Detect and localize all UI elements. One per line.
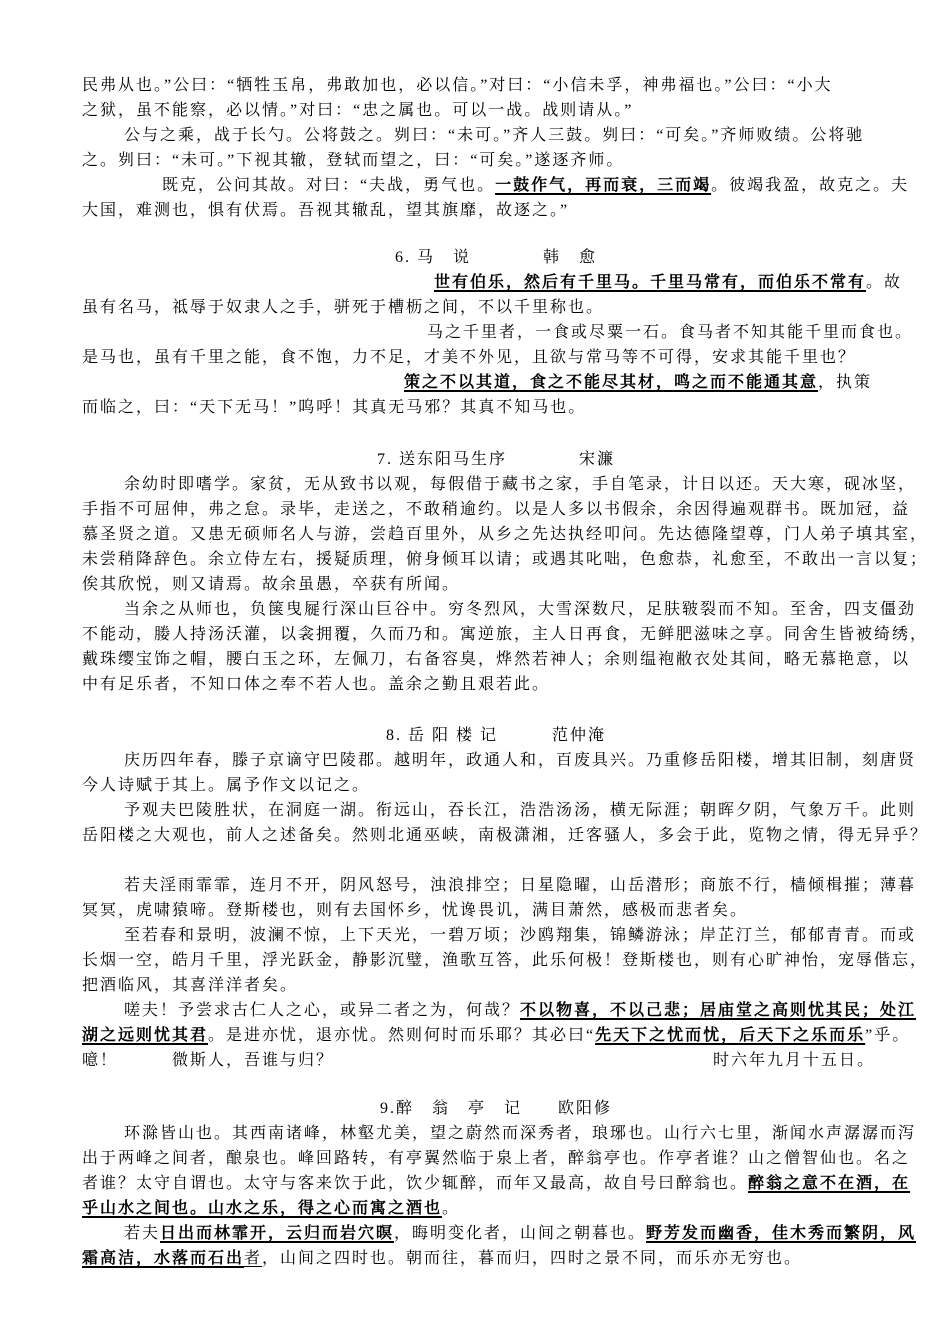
text-line xyxy=(82,73,910,98)
text-line xyxy=(82,295,910,320)
emphasized-text-segment: 醉翁之意不在酒，在 xyxy=(748,1175,911,1192)
text-segment: 是马也，虽有千里之能，食不饱，力不足，才美不外见，且欲与常马等不可得，安求其能千里也？ xyxy=(82,349,857,366)
text-segment: 慕圣贤之道。又患无硕师名人与游，尝趋百里外，从乡之先达执经叩问。先达德隆望尊，门人弟子填其室， xyxy=(82,526,929,543)
text-segment: 手指不可屈伸，弗之怠。录毕，走送之，不敢稍逾约。以是人多以书假余，余因得遍观群书。既加冠，益 xyxy=(82,501,911,518)
text-segment: 之狱，虽不能察，必以情。”对曰：“忠之属也。可以一战。战则请从。” xyxy=(82,102,634,119)
text-line xyxy=(82,798,917,823)
text-segment: 庆历四年春，滕子京谪守巴陵郡。越明年，政通人和，百废具兴。乃重修岳阳楼，增其旧制，刻唐贤 xyxy=(124,752,917,769)
text-line xyxy=(82,395,910,420)
text-line xyxy=(82,1221,917,1246)
emphasized-text-segment: 湖之远则忧其君 xyxy=(82,1027,209,1044)
section-caogui-lunzhan-continuation xyxy=(82,73,910,223)
text-line xyxy=(82,948,929,973)
text-segment: 虽有名马，祗辱于奴隶人之手，骈死于槽枥之间，不以千里称也。 xyxy=(82,299,605,316)
text-segment: 中有足乐者，不知口体之奉不若人也。盖余之勤且艰若此。 xyxy=(82,676,551,693)
text-segment: ，山间之四时也。朝而往，暮而归，四时之景不同，而乐亦无穷也。 xyxy=(262,1250,803,1267)
emphasized-text-segment: 者 xyxy=(244,1250,263,1267)
text-line xyxy=(82,148,910,173)
text-line xyxy=(82,672,910,697)
text-line xyxy=(82,345,910,370)
section-title: 6. 马 说 韩 愈 xyxy=(394,249,597,266)
text-segment: 。是进亦忧，退亦忧。然则何时而乐耶？其必曰“ xyxy=(208,1027,596,1044)
emphasized-text-segment: 野芳发而幽香，佳木秀而繁阴，风 xyxy=(646,1225,917,1242)
text-line xyxy=(82,898,910,923)
text-segment: ”乎。 xyxy=(865,1027,911,1044)
text-line xyxy=(82,123,910,148)
emphasized-text-segment: 先天下之忧而忧，后天下之乐而乐 xyxy=(595,1027,866,1044)
text-segment: 公与之乘，战于长勺。公将鼓之。刿曰：“未可。”齐人三鼓。刿曰：“可矣。”齐师败绩。公将驰 xyxy=(124,127,865,144)
text-segment: 戴珠缨宝饰之帽，腰白玉之环，左佩刀，右备容臭，烨然若神人；余则缊袍敝衣处其间，略无慕艳意，以 xyxy=(82,651,911,668)
text-line xyxy=(82,173,910,198)
text-segment: 今人诗赋于其上。属予作文以记之。 xyxy=(82,777,371,794)
text-line xyxy=(82,998,917,1023)
text-line xyxy=(82,1246,910,1271)
text-segment: 马之千里者，一食或尽粟一石。食马者不知其能千里而食也。 xyxy=(427,324,914,341)
text-line xyxy=(82,572,910,597)
emphasized-text-segment: 日出而林霏开，云归而岩穴暝 xyxy=(160,1225,395,1242)
text-line xyxy=(82,1023,910,1048)
text-line xyxy=(82,1121,917,1146)
text-line xyxy=(82,497,910,522)
emphasized-text-segment: 世有伯乐，然后有千里马。千里马常有，而伯乐不常有 xyxy=(434,274,867,291)
text-segment: 噫！ 微斯人，吾谁与归？ xyxy=(82,1052,335,1069)
text-segment: 环滁皆山也。其西南诸峰，林壑尤美，望之蔚然而深秀者，琅琊也。山行六七里，渐闻水声潺潺而泻 xyxy=(124,1125,917,1142)
emphasized-text-segment: 不以物喜，不以己悲；居庙堂之高则忧其民；处江 xyxy=(520,1002,917,1019)
text-line xyxy=(82,873,917,898)
text-segment: 当余之从师也，负箧曳屣行深山巨谷中。穷冬烈风，大雪深数尺，足肤皲裂而不知。至舍，四支僵劲 xyxy=(124,601,917,618)
text-segment: 出于两峰之间者，酿泉也。峰回路转，有亭翼然临于泉上者，醉翁亭也。作亭者谁？山之僧智仙也。名之 xyxy=(82,1150,911,1167)
text-line xyxy=(82,522,929,547)
text-segment: 俟其欣悦，则又请焉。故余虽愚，卒获有所闻。 xyxy=(82,576,461,593)
section-yueyang-lou-ji xyxy=(82,723,929,1073)
section-title: 8. 岳 阳 楼 记 范仲淹 xyxy=(385,727,606,744)
text-segment: 若夫 xyxy=(124,1225,161,1242)
section-song-dongyang-masheng-xu xyxy=(82,447,929,697)
text-line xyxy=(82,547,929,572)
text-line xyxy=(82,1048,910,1073)
text-segment: 未尝稍降辞色。余立侍左右，援疑质理，俯身倾耳以请；或遇其叱咄，色愈恭，礼愈至，不敢出一言以复； xyxy=(82,551,929,568)
text-line xyxy=(82,647,910,672)
text-line xyxy=(82,98,910,123)
emphasized-text-segment: 乎山水之间也。山水之乐，得之心而寓之酒也 xyxy=(82,1200,443,1217)
text-line xyxy=(82,1171,910,1196)
text-segment: 。 xyxy=(442,1200,461,1217)
text-line xyxy=(82,1146,910,1171)
section-zuiweng-ting-ji xyxy=(82,1096,917,1271)
text-line xyxy=(82,370,910,395)
text-segment: ，执策 xyxy=(818,374,873,391)
text-line xyxy=(82,923,917,948)
text-segment: ，晦明变化者，山间之朝暮也。 xyxy=(394,1225,647,1242)
text-segment: 。彼竭我盈，故克之。夫 xyxy=(711,177,910,194)
text-line xyxy=(82,597,917,622)
text-line xyxy=(82,472,917,497)
text-line xyxy=(82,748,917,773)
text-segment: 。故 xyxy=(866,274,903,291)
section-title: 7. 送东阳马生序 宋濂 xyxy=(376,451,615,468)
text-segment: 嗟夫！予尝求古仁人之心，或异二者之为，何哉？ xyxy=(124,1002,521,1019)
text-segment: 冥冥，虎啸猿啼。登斯楼也，则有去国怀乡，忧谗畏讥，满目萧然，感极而悲者矣。 xyxy=(82,902,749,919)
text-segment: 既克，公问其故。对曰：“夫战，勇气也。 xyxy=(162,177,496,194)
text-segment: 余幼时即嗜学。家贫，无从致书以观，每假借于藏书之家，手自笔录，计日以还。天大寒，砚冰坚， xyxy=(124,476,917,493)
date-note: 时六年九月十五日。 xyxy=(712,1052,875,1069)
text-line xyxy=(82,973,910,998)
text-segment: 至若春和景明，波澜不惊，上下天光，一碧万顷；沙鸥翔集，锦鳞游泳；岸芷汀兰，郁郁青青。而或 xyxy=(124,927,917,944)
text-line xyxy=(82,1196,910,1221)
text-segment: 若夫淫雨霏霏，连月不开，阴风怒号，浊浪排空；日星隐曜，山岳潜形；商旅不行，樯倾楫摧；薄暮 xyxy=(124,877,917,894)
section-ma-shuo xyxy=(82,245,914,420)
text-line xyxy=(82,773,910,798)
text-segment: 者谁？太守自谓也。太守与客来饮于此，饮少辄醉，而年又最高，故自号曰醉翁也。 xyxy=(82,1175,749,1192)
text-line xyxy=(82,270,910,295)
text-segment: 把酒临风，其喜洋洋者矣。 xyxy=(82,977,299,994)
emphasized-text-segment: 策之不以其道，食之不能尽其材，鸣之而不能通其意 xyxy=(404,374,819,391)
text-line xyxy=(82,622,929,647)
text-segment: 之。刿曰：“未可。”下视其辙，登轼而望之，曰：“可矣。”遂逐齐师。 xyxy=(82,152,625,169)
text-segment: 不能动，媵人持汤沃灌，以衾拥覆，久而乃和。寓逆旅，主人日再食，无鲜肥滋味之享。同舍生皆被绮绣， xyxy=(82,626,929,643)
text-segment: 予观夫巴陵胜状，在洞庭一湖。衔远山，吞长江，浩浩汤汤，横无际涯；朝晖夕阴，气象万千。此则 xyxy=(124,802,917,819)
text-segment: 长烟一空，皓月千里，浮光跃金，静影沉璧，渔歌互答，此乐何极！登斯楼也，则有心旷神怡，宠辱偕忘， xyxy=(82,952,929,969)
text-segment: 岳阳楼之大观也，前人之述备矣。然则北通巫峡，南极潇湘，迁客骚人，多会于此，览物之情，得无异乎？ xyxy=(82,827,929,844)
text-segment: 大国，难测也，惧有伏焉。吾视其辙乱，望其旗靡，故逐之。” xyxy=(82,202,570,219)
text-line xyxy=(82,198,910,223)
section-title: 9.醉 翁 亭 记 欧阳修 xyxy=(379,1100,612,1117)
text-line xyxy=(82,320,914,345)
blank-line xyxy=(82,848,910,873)
emphasized-text-segment: 一鼓作气，再而衰，三而竭 xyxy=(495,177,712,194)
text-segment: 民弗从也。”公曰：“牺牲玉帛，弗敢加也，必以信。”对曰：“小信未孚，神弗福也。”公曰：“小大 xyxy=(82,77,833,94)
text-line xyxy=(82,823,929,848)
emphasized-text-segment: 霜高洁，水落而石出 xyxy=(82,1250,245,1267)
text-segment: 而临之，曰：“天下无马！”呜呼！其真无马邪？其真不知马也。 xyxy=(82,399,587,416)
